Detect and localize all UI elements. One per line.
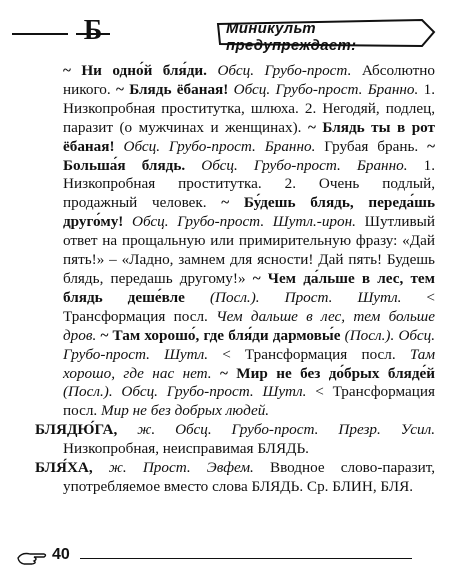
footer-rule <box>80 558 412 559</box>
headword: ~ Мир не без до́брых бляде́й <box>220 364 435 382</box>
definition-text <box>123 213 132 230</box>
headword: БЛЯДЮ́ГА, <box>35 421 118 439</box>
definition-text <box>185 289 210 306</box>
page-footer <box>0 540 452 580</box>
definition-text: < Трансформация посл. <box>63 383 435 420</box>
banner-text: Миникульт предупреждает: <box>226 20 357 54</box>
headword: ~ Блядь ёбаная! <box>116 80 229 98</box>
headword: ~ Блядь ты в рот ёбаная! <box>63 118 435 155</box>
definition-text: Вводное слово-паразит, употребляемое вместо слова БЛЯДЬ. Ср. БЛИН, БЛЯ. <box>63 459 436 495</box>
definition-text: 1. Низкопробная проститутка, шлюха. 2. Негодяй, подлец, паразит (о мужчинах и женщинах). <box>63 80 436 136</box>
section-letter: Б <box>83 15 103 46</box>
definition-text: Низкопробная, неисправимая БЛЯДЬ. <box>63 440 309 458</box>
definition-text <box>207 62 217 79</box>
headword: ~ Больша́я блядь. <box>63 137 435 174</box>
definition-text: Грубая брань. <box>315 137 428 155</box>
usage-label: (Посл.). Обсц. Грубо-прост. Шутл. <box>63 383 307 401</box>
usage-label: Чем дальше в лес, тем больше дров. <box>63 307 436 344</box>
definition-text <box>117 421 137 438</box>
usage-label: Обсц. Грубо-прост. <box>217 62 352 79</box>
page-header <box>0 0 452 58</box>
usage-label: Обсц. Грубо-прост. Бранно. <box>123 137 316 155</box>
headword: БЛЯ́ХА, <box>35 459 93 477</box>
usage-label: Там хорошо, где нас нет. <box>63 345 436 382</box>
usage-label: Мир не без добрых людей. <box>101 402 270 420</box>
definition-text: Абсолютно никого. <box>63 62 435 98</box>
usage-label: ж. Обсц. Грубо-прост. Презр. Усил. <box>137 421 435 439</box>
definition-text <box>212 365 220 382</box>
header-rule <box>12 33 68 35</box>
definition-text: < Трансформация посл. <box>208 345 410 363</box>
usage-label: Обсц. Грубо-прост. Шутл.-ирон. <box>132 213 356 231</box>
usage-label: (Посл.). Прост. Шутл. <box>209 288 402 306</box>
subentry-block <box>35 62 435 421</box>
usage-label: (Посл.). Обсц. Грубо-прост. Шутл. <box>63 326 435 363</box>
definition-text: Шутливый ответ на прощальную или примирительную фразу: «Дай пять!» – «Ладно, замнем для ясности! Дай пять! Будешь блядь, передашь другому!» <box>63 213 436 287</box>
definition-text: < Трансформация посл. <box>63 288 435 325</box>
hand-pointing-icon <box>16 548 48 568</box>
headword: ~ Бу́дешь блядь, переда́шь друго́му! <box>63 194 435 231</box>
headword: ~ Там хорошо́, где бля́ди дармовы́е <box>100 326 341 344</box>
headword: ~ Ни одно́й бля́ди. <box>63 62 207 79</box>
definition-text: 1. Низкопробная проститутка. 2. Очень подлый, продажный человек. <box>63 156 436 212</box>
definition-text <box>93 459 109 476</box>
usage-label: Обсц. Грубо-прост. Бранно. <box>233 80 419 98</box>
dictionary-entry <box>35 421 435 459</box>
headword: ~ Чем да́льше в лес, тем блядь деше́вле <box>63 269 435 306</box>
usage-label: Обсц. Грубо-прост. Бранно. <box>201 156 408 174</box>
definition-text <box>185 157 201 174</box>
dictionary-text <box>35 62 435 497</box>
page-number: 40 <box>52 546 70 563</box>
dictionary-entry <box>35 459 435 497</box>
usage-label: ж. Прост. Эвфем. <box>108 459 254 477</box>
